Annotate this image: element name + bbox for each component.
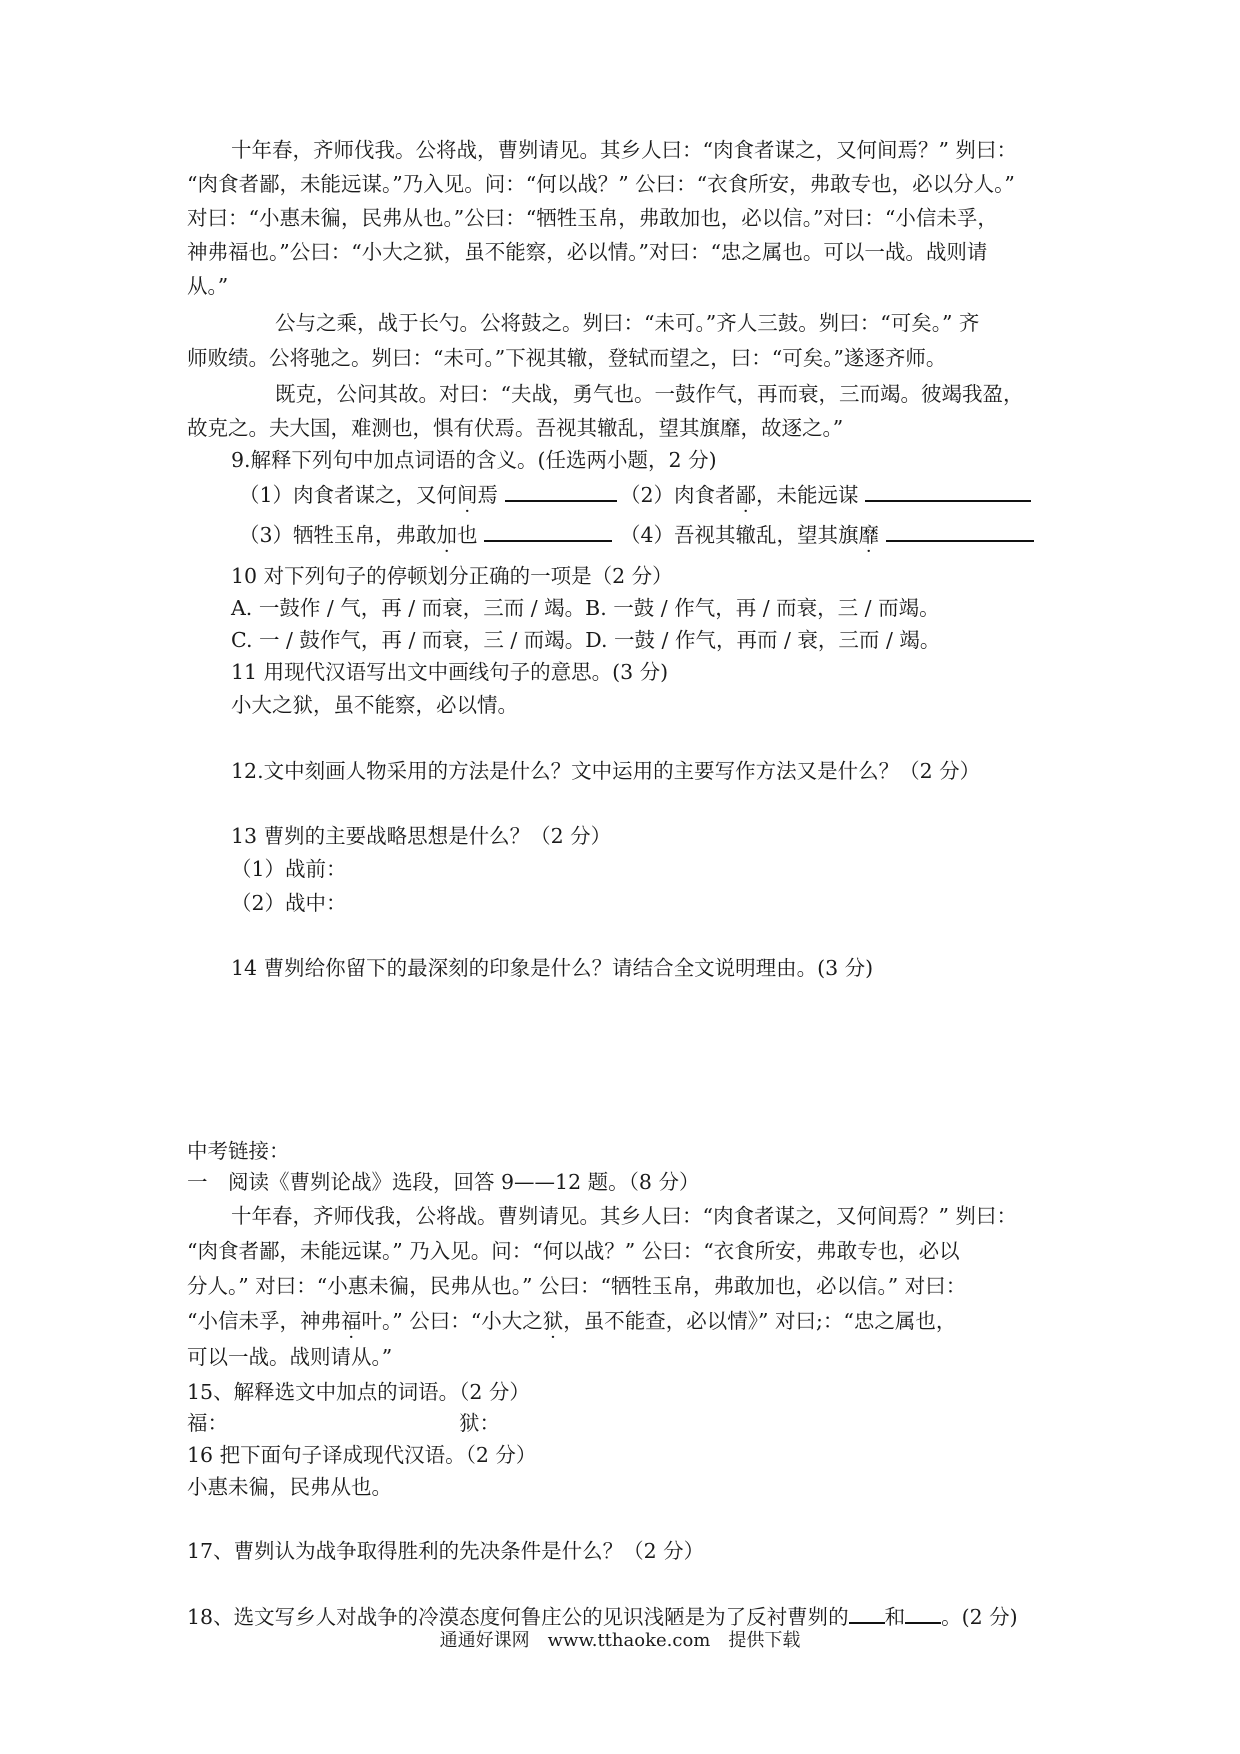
question-17-title: 17、曹刿认为战争取得胜利的先决条件是什么？（2 分） [187,1539,705,1563]
question-14-title: 14 曹刿给你留下的最深刻的印象是什么？请结合全文说明理由。(3 分) [231,956,874,980]
passage-line: 十年春，齐师伐我，公将战。曹刿请见。其乡人曰：“肉食者谋之，又何间焉？” 刿曰： [231,1204,1017,1228]
answer-blank[interactable] [905,1602,941,1624]
page-footer: 通通好课网 www.tthaoke.com 提供下载 [439,1630,801,1651]
emphasis-dot-word: 鄙 [735,483,757,507]
question-18-title: 18、选文写乡人对战争的冷漠态度何鲁庄公的见识浅陋是为了反衬曹刿的 和 。(2 分) [187,1602,1018,1631]
answer-blank[interactable] [886,520,1034,542]
passage-line: 可以一战。战则请从。” [187,1345,393,1369]
question-13-title: 13 曹刿的主要战略思想是什么？（2 分） [231,824,612,848]
passage-line: 神弗福也。”公曰：“小大之狱，虽不能察，必以情。”对曰：“忠之属也。可以一战。战则请 [187,240,988,264]
q9-item-1: （1）肉食者谋之，又何间焉 [239,480,617,509]
passage-line: “小信未孚，神弗福叶。” 公曰：“小大之狱，虽不能查，必以情》” 对曰;：“忠之属也， [187,1309,957,1333]
q11-sentence: 小大之狱，虽不能察，必以情。 [231,693,518,717]
passage-line: 分人。” 对曰：“小惠未徧，民弗从也。” 公曰：“牺牲玉帛，弗敢加也，必以信。” 对曰： [187,1274,967,1298]
passage-line: 既克，公问其故。对曰：“夫战，勇气也。一鼓作气，再而衰，三而竭。彼竭我盈， [275,382,1024,406]
answer-blank[interactable] [484,520,612,542]
answer-blank[interactable] [505,480,617,502]
emphasis-dot-word: 间 [457,483,478,507]
question-10-title: 10 对下列句子的停顿划分正确的一项是（2 分） [231,564,673,588]
answer-blank[interactable] [865,480,1031,502]
passage-line: 师败绩。公将驰之。刿曰：“未可。”下视其辙，登轼而望之，曰：“可矣。”遂逐齐师。 [187,346,947,370]
emphasis-dot-word: 狱 [542,1309,564,1333]
q15-answer-b: 狱： [459,1411,500,1435]
passage-line: 公与之乘，战于长勺。公将鼓之。刿曰：“未可。”齐人三鼓。刿曰：“可矣。” 齐 [275,311,980,335]
q9-item-2: （2）肉食者鄙，未能远谋 [620,480,1031,509]
q13-answer-b: （2）战中： [231,891,347,915]
section-heading: 中考链接： [187,1139,290,1163]
q16-sentence: 小惠未徧，民弗从也。 [187,1475,392,1499]
emphasis-dot-word: 福 [340,1309,362,1333]
q9-item-3: （3）牺牲玉帛，弗敢加也 [239,520,612,549]
answer-blank[interactable] [849,1602,885,1624]
question-9-title: 9.解释下列句中加点词语的含义。(任选两小题，2 分) [231,448,717,472]
question-12-title: 12.文中刻画人物采用的方法是什么？文中运用的主要写作方法又是什么？（2 分） [231,759,981,783]
passage-line: 十年春，齐师伐我。公将战，曹刿请见。其乡人曰：“肉食者谋之，又何间焉？” 刿曰： [231,138,1017,162]
q15-answer-a: 福： [187,1411,228,1435]
passage-line: “肉食者鄙，未能远谋。” 乃入见。问：“何以战？” 公曰：“衣食所安，弗敢专也，必以 [187,1239,960,1263]
passage-line: 故克之。夫大国，难测也，惧有伏焉。吾视其辙乱，望其旗靡，故逐之。” [187,416,844,440]
passage-line: 从。” [187,274,229,298]
passage-line: 对曰：“小惠未徧，民弗从也。”公曰：“牺牲玉帛，弗敢加也，必以信。”对曰：“小信未孚， [187,206,998,230]
emphasis-dot-word: 靡 [858,523,880,547]
passage-line: “肉食者鄙，未能远谋。”乃入见。问：“何以战？” 公曰：“衣食所安，弗敢专也，必以分人。” [187,172,1015,196]
section-instruction: 一 阅读《曹刿论战》选段，回答 9——12 题。（8 分） [187,1170,700,1194]
q9-item-4: （4）吾视其辙乱，望其旗靡 [620,520,1034,549]
q13-answer-a: （1）战前： [231,857,347,881]
question-11-title: 11 用现代汉语写出文中画线句子的意思。(3 分) [231,660,669,684]
question-16-title: 16 把下面句子译成现代汉语。（2 分） [187,1443,537,1467]
question-15-title: 15、解释选文中加点的词语。（2 分） [187,1380,530,1404]
emphasis-dot-word: 加 [436,523,458,547]
q10-options-row: A. 一鼓作 / 气，再 / 而衰，三而 / 竭。B. 一鼓 / 作气，再 / 而衰，三 / 而竭。 [231,596,940,620]
q10-options-row: C. 一 / 鼓作气，再 / 而衰，三 / 而竭。D. 一鼓 / 作气，再而 / 衰，三而 / 竭。 [231,628,941,652]
